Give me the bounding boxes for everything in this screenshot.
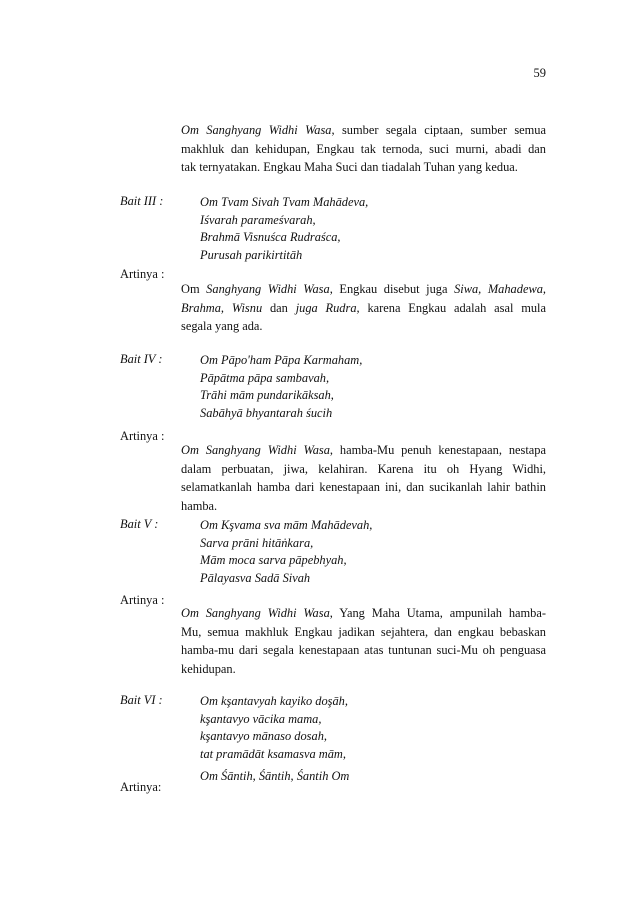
bait-3-artinya-label: Artinya : [120,267,165,281]
intro-line: Om Sanghyang Widhi Wasa, sumber segala ciptaan, sumber semua [181,123,546,137]
bait-3-meaning: Om Sanghyang Widhi Wasa, Engkau disebut juga Siwa, Mahadewa, Brahma, Wisnu dan juga Rudra, karena Engkau adalah asal mula segala yang ada. [181,282,547,334]
bait-6-verse: Om kşantavyah kayiko doşāh, kşantavyo vācika mama, kşantavyo mānaso dosah, tat pramādāt ksamasva mām, [200,694,348,761]
bait-4-meaning: Om Sanghyang Widhi Wasa, hamba-Mu penuh kenestapaan, nestapa dalam perbuatan, jiwa, kelahiran. Karena itu oh Hyang Widhi, selamatkanlah hamba dari kenestapaan ini, dan sucikanlah lahir bathin hamba. [181,443,546,513]
bait-4-artinya-label: Artinya : [120,429,165,443]
bait-5-artinya-label: Artinya : [120,593,165,607]
bait-3-label: Bait III : [120,194,164,208]
bait-3-verse: Om Tvam Sivah Tvam Mahādeva, Iśvarah parameśvarah, Brahmā Visnuśca Rudraśca, Purusah parikirtitāh [200,195,369,262]
bait-6-closing: Om Śāntih, Śāntih, Śantih Om [200,769,350,783]
bait-5-verse: Om Kşvama sva mām Mahādevah, Sarva prāni hitāṅkara, Mām moca sarva pāpebhyah, Pālayasva Sadā Sivah [200,518,373,585]
bait-6-label: Bait VI : [120,693,163,707]
bait-4-label: Bait IV : [120,352,163,366]
bait-5-meaning: Om Sanghyang Widhi Wasa, Yang Maha Utama, ampunilah hamba- Mu, semua makhluk Engkau jadikan sejahtera, dan engkau bebaskan hamba-mu dari segala kenestapaan atas tuntunan suci-Mu oh penguasa kehidupan. [181,606,546,676]
page-number: 59 [533,66,546,80]
intro-line: makhluk dan kehidupan, Engkau tak ternoda, suci murni, abadi dan [181,141,546,156]
bait-4-verse: Om Pāpo'ham Pāpa Karmaham, Pāpātma pāpa sambavah, Trāhi mām pundarikāksah, Sabāhyā bhyantarah śucih [200,353,363,420]
intro-paragraph [181,121,546,177]
intro-line: tak ternyatakan. Engkau Maha Suci dan tiadalah Tuhan yang kedua. [181,160,518,175]
bait-5-label: Bait V : [120,517,159,531]
bait-6-artinya-label: Artinya: [120,780,162,794]
